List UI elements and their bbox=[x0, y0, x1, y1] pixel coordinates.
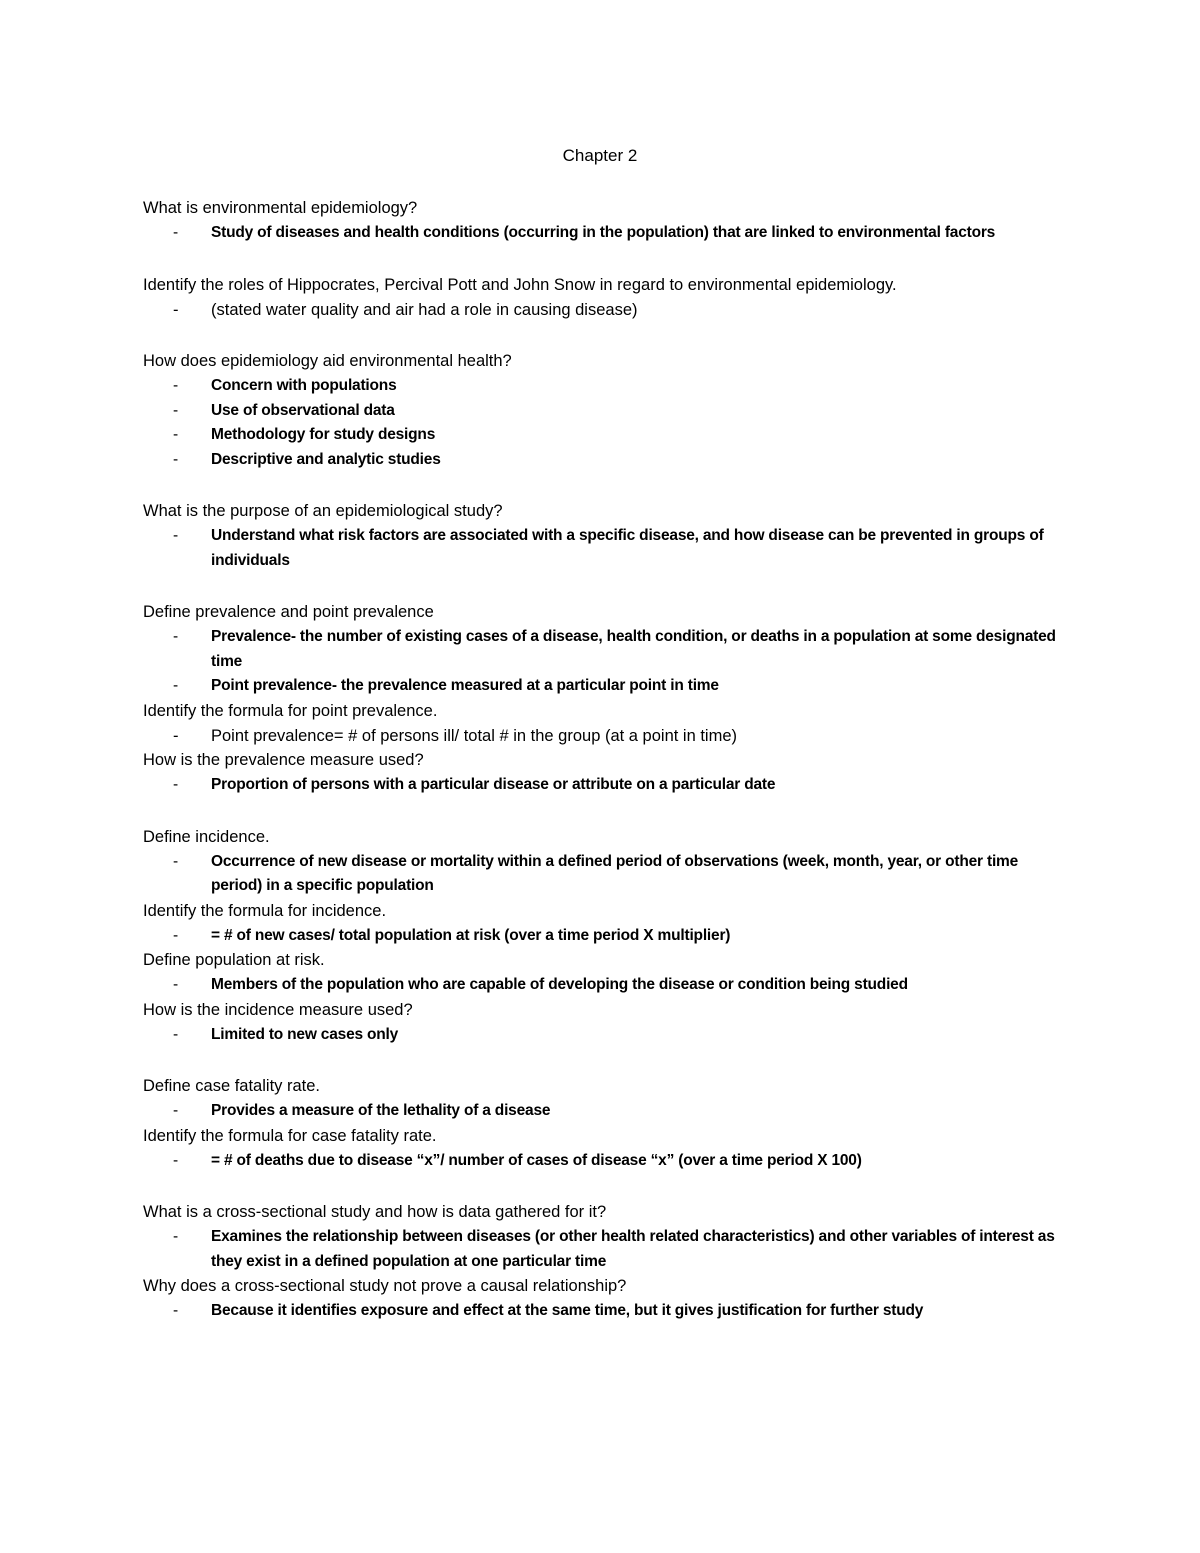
answer-bullet bbox=[143, 924, 1073, 949]
bullet-dash: - bbox=[173, 401, 178, 419]
answer-text: = # of deaths due to disease “x”/ number of cases of disease “x” (over a time period X 100) bbox=[211, 1151, 862, 1169]
section-spacer bbox=[143, 246, 1073, 273]
qa-section bbox=[143, 825, 1073, 1048]
answer-bullet bbox=[143, 524, 1073, 573]
answer-bullet bbox=[143, 374, 1073, 399]
bullet-dash: - bbox=[173, 300, 179, 319]
answer-text: Examines the relationship between diseases (or other health related characteristics) and other variables of interest as they exist in a defined population at one particular time bbox=[211, 1228, 1055, 1270]
question: Define prevalence and point prevalence bbox=[143, 603, 434, 621]
answer-bullet bbox=[143, 850, 1073, 899]
question: Identify the roles of Hippocrates, Percival Pott and John Snow in regard to environmental epidemiology. bbox=[143, 275, 897, 294]
section-spacer bbox=[143, 798, 1073, 825]
question: How does epidemiology aid environmental health? bbox=[143, 352, 512, 370]
question: What is a cross-sectional study and how is data gathered for it? bbox=[143, 1203, 607, 1221]
bullet-dash: - bbox=[173, 1025, 178, 1043]
section-spacer bbox=[143, 472, 1073, 499]
question: Identify the formula for case fatality rate. bbox=[143, 1126, 437, 1145]
answer-text: Methodology for study designs bbox=[211, 426, 436, 443]
answer-text: Point prevalence= # of persons ill/ total # in the group (at a point in time) bbox=[211, 726, 738, 745]
answer-text: (stated water quality and air had a role in causing disease) bbox=[211, 300, 638, 319]
section-spacer bbox=[143, 1173, 1073, 1200]
qa-section bbox=[143, 499, 1073, 573]
question: How is the prevalence measure used? bbox=[143, 751, 424, 769]
question: How is the incidence measure used? bbox=[143, 1000, 413, 1019]
answer-bullet bbox=[143, 448, 1073, 473]
section-spacer bbox=[143, 322, 1073, 349]
question: Why does a cross-sectional study not prove a causal relationship? bbox=[143, 1277, 627, 1295]
document-title: Chapter 2 bbox=[562, 146, 638, 165]
bullet-dash: - bbox=[173, 1102, 178, 1119]
answer-bullet bbox=[143, 221, 1073, 246]
answer-bullet bbox=[143, 423, 1073, 448]
answer-bullet bbox=[143, 674, 1073, 699]
answer-bullet bbox=[143, 1023, 1073, 1048]
bullet-dash: - bbox=[173, 527, 178, 544]
answer-bullet bbox=[143, 1299, 1073, 1324]
answer-text: Proportion of persons with a particular disease or attribute on a particular date bbox=[211, 776, 776, 793]
section-spacer bbox=[143, 573, 1073, 600]
answer-text: Understand what risk factors are associated with a specific disease, and how disease can be prevented in groups of individuals bbox=[211, 527, 1044, 569]
bullet-dash: - bbox=[173, 926, 178, 944]
answer-bullet bbox=[143, 773, 1073, 798]
answer-text: Prevalence- the number of existing cases of a disease, health condition, or deaths in a population at some designated time bbox=[211, 628, 1056, 670]
qa-section bbox=[143, 196, 1073, 246]
answer-text: Occurrence of new disease or mortality within a defined period of observations (week, month, year, or other time period) in a specific population bbox=[211, 852, 1019, 894]
bullet-dash: - bbox=[173, 628, 178, 645]
qa-section bbox=[143, 1074, 1073, 1173]
bullet-dash: - bbox=[173, 450, 178, 468]
question: Define case fatality rate. bbox=[143, 1077, 321, 1095]
answer-bullet bbox=[143, 625, 1073, 674]
bullet-dash: - bbox=[173, 1302, 178, 1319]
answer-bullet bbox=[143, 724, 1073, 749]
bullet-dash: - bbox=[173, 726, 179, 745]
section-spacer bbox=[143, 1047, 1073, 1074]
qa-section bbox=[143, 349, 1073, 472]
answer-text: = # of new cases/ total population at risk (over a time period X multiplier) bbox=[211, 926, 731, 944]
answer-bullet bbox=[143, 973, 1073, 998]
answer-bullet bbox=[143, 1225, 1073, 1274]
answer-bullet bbox=[143, 1099, 1073, 1124]
answer-text: Point prevalence- the prevalence measured at a particular point in time bbox=[211, 677, 719, 694]
question: Identify the formula for point prevalence. bbox=[143, 701, 438, 720]
answer-bullet bbox=[143, 1149, 1073, 1174]
bullet-dash: - bbox=[173, 1228, 178, 1245]
answer-text: Use of observational data bbox=[211, 401, 395, 419]
qa-section bbox=[143, 273, 1073, 323]
question: What is the purpose of an epidemiological study? bbox=[143, 502, 503, 520]
bullet-dash: - bbox=[173, 976, 178, 993]
document-body bbox=[143, 196, 1073, 1324]
bullet-dash: - bbox=[173, 377, 178, 394]
bullet-dash: - bbox=[173, 426, 178, 443]
question: Identify the formula for incidence. bbox=[143, 901, 387, 920]
answer-text: Descriptive and analytic studies bbox=[211, 450, 441, 468]
answer-text: Because it identifies exposure and effect at the same time, but it gives justification for further study bbox=[211, 1302, 924, 1319]
qa-section bbox=[143, 1200, 1073, 1324]
answer-text: Limited to new cases only bbox=[211, 1025, 399, 1043]
question: Define population at risk. bbox=[143, 951, 325, 969]
bullet-dash: - bbox=[173, 1151, 178, 1169]
answer-bullet bbox=[143, 298, 1073, 323]
bullet-dash: - bbox=[173, 224, 178, 241]
answer-text: Members of the population who are capable of developing the disease or condition being studied bbox=[211, 976, 908, 993]
bullet-dash: - bbox=[173, 677, 178, 694]
answer-text: Concern with populations bbox=[211, 377, 397, 394]
answer-text: Provides a measure of the lethality of a disease bbox=[211, 1102, 551, 1119]
question: What is environmental epidemiology? bbox=[143, 199, 418, 217]
answer-bullet bbox=[143, 399, 1073, 424]
qa-section bbox=[143, 600, 1073, 798]
bullet-dash: - bbox=[173, 852, 178, 870]
answer-text: Study of diseases and health conditions (occurring in the population) that are linked to environmental factors bbox=[211, 224, 996, 241]
bullet-dash: - bbox=[173, 776, 178, 793]
question: Define incidence. bbox=[143, 827, 270, 846]
